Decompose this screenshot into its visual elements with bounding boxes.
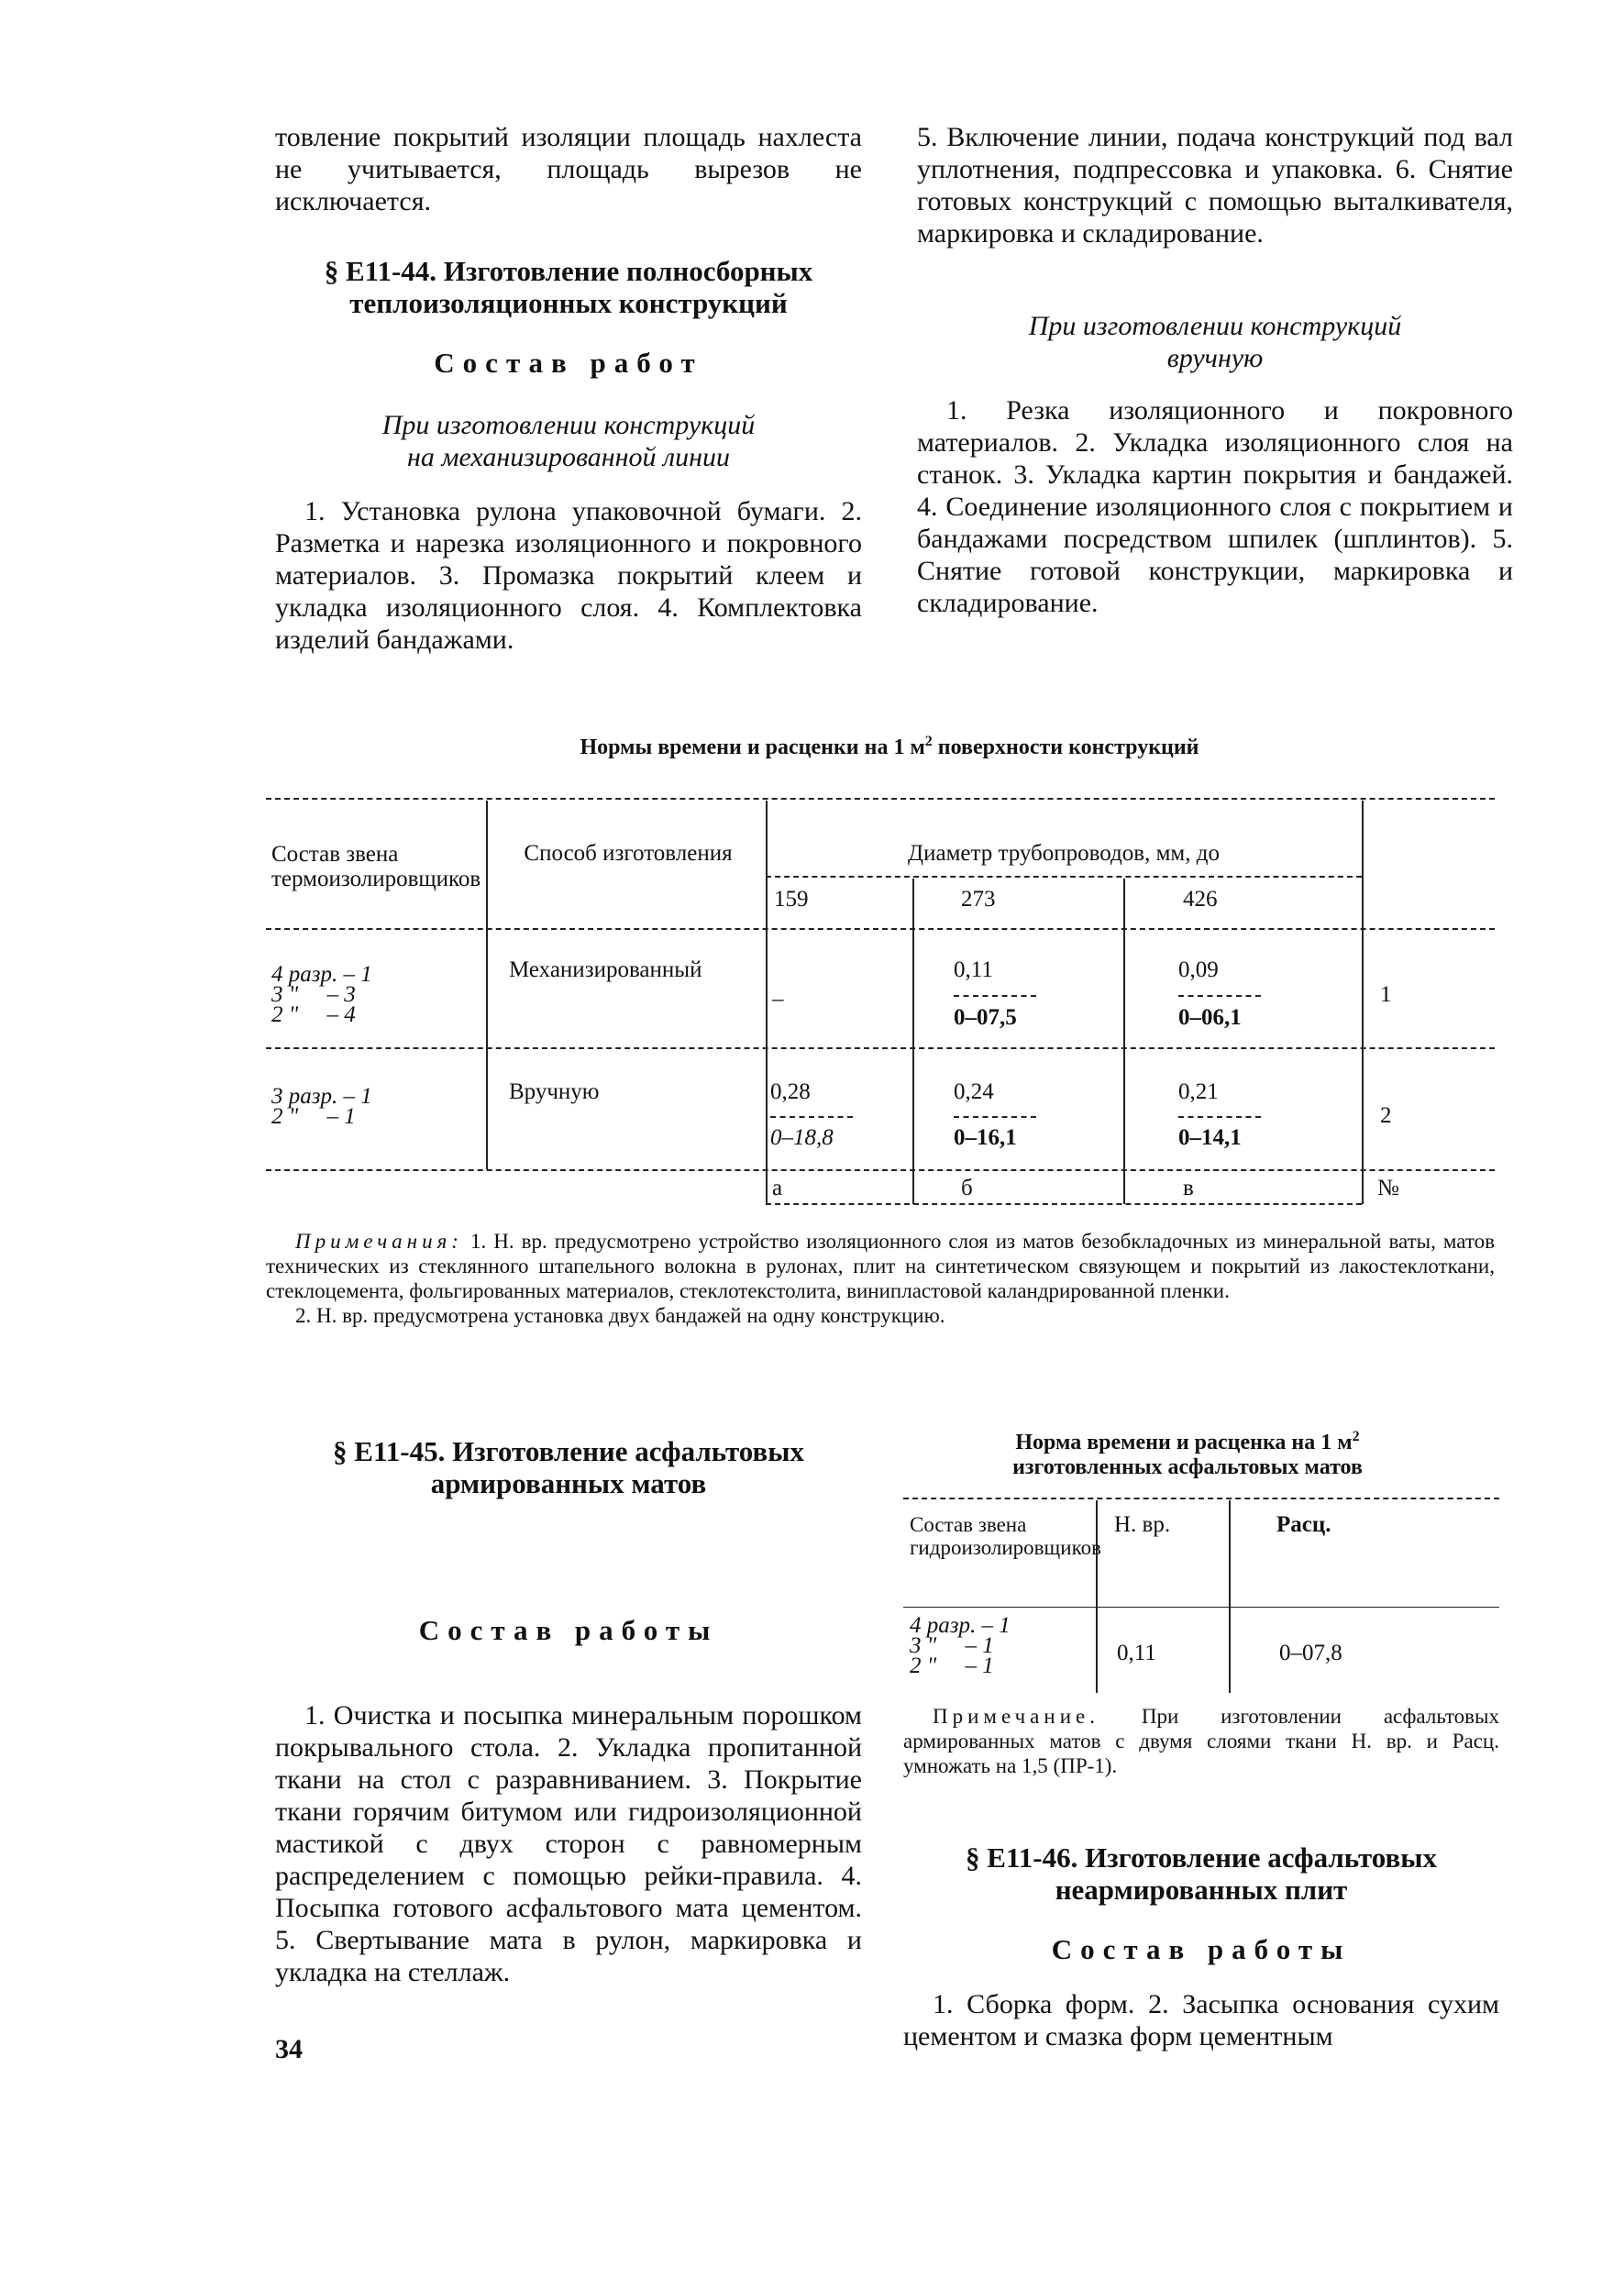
table-row-1-cell-v-nvr: 0,09 — [1178, 957, 1219, 982]
section-e11-46-header: § Е11-46. Изготовление асфальтовых неармированных плит — [966, 1841, 1437, 1906]
table-row-2-cell-a-nvr: 0,28 — [770, 1079, 811, 1104]
manual-steps: 1. Резка изоляционного и покровного материалов. 2. Укладка изоляционного слоя на станок. 3. Укладка картин покрытия и бандажей. 4. Соединение изоляционного слоя с покрытием и бандажами посредством шпилек (шплинтов). 5. Снятие готовой конструкции, маркировка и складирование. — [917, 395, 1513, 618]
note-table2: Примечание. При изготовлении асфальтовых армированных матов с двумя слоями ткани Н. вр. и Расц. умножать на 1,5 (ПР-1). — [903, 1705, 1499, 1777]
sec45-composition-heading: Состав работы — [418, 1614, 719, 1646]
notes-label: Примечания: — [295, 1230, 463, 1253]
col-diameter-header: Диаметр трубопроводов, мм, до — [908, 841, 1220, 866]
notes-table1: Примечания: 1. Н. вр. предусмотрено устройство изоляционного слоя из матов безобкладочных из минеральной ваты, матов технических из стеклянного штапельного волокна в рулонах, плит на синтетическом связующем и покрытий из лакостеклоткани, стеклоцемента, фольгированных материалов, стеклотекстолита, винипластовой каландрированной пленки. 2. Н. вр. предусмотрена установка двух бандажей на одну конструкцию. — [266, 1230, 1495, 1327]
table2-title: Норма времени и расценка на 1 $м^2$ изготовленных асфальтовых матов — [1012, 1429, 1363, 1479]
table-row-1-cell-b-rate: 0–07,5 — [954, 1005, 1017, 1030]
sec46-composition-heading: Состав работы — [1051, 1933, 1352, 1965]
table-row-1-cell-a: – — [772, 987, 784, 1012]
table-row-2-num: 2 — [1380, 1103, 1392, 1128]
table-row-2-method: Вручную — [509, 1079, 600, 1104]
table2-crew: 4 разр. – 1 3 " – 1 2 " – 1 — [910, 1613, 1011, 1678]
table2-nvr-header: Н. вр. — [1114, 1512, 1171, 1537]
table-row-2-cell-v-rate: 0–14,1 — [1178, 1125, 1242, 1150]
table-footer-v: в — [1183, 1176, 1194, 1200]
mechanized-steps: 1. Установка рулона упаковочной бумаги. 2. Разметка и нарезка изоляционного и покровного материалов. 3. Промазка покрытий клеем и укладка изоляционного слоя. 4. Комплектовка изделий бандажами. — [275, 496, 862, 655]
manual-subheading: При изготовлении конструкций вручную — [1028, 311, 1402, 373]
section-title-line1: § Е11-44. Изготовление полносборных — [324, 255, 813, 287]
diameter-273: 273 — [961, 887, 996, 912]
table-row-1-crew: 4 разр. – 1 3 " – 3 2 " – 4 — [271, 962, 372, 1027]
table2-rate-header: Расц. — [1276, 1512, 1331, 1537]
page-number: 34 — [275, 2034, 303, 2064]
col-crew-header: Состав звена термоизолировщиков — [271, 842, 481, 891]
col-method-header: Способ изготовления — [524, 841, 733, 866]
section-e11-45-header: § Е11-45. Изготовление асфальтовых армированных матов — [333, 1435, 804, 1499]
diameter-426: 426 — [1183, 887, 1218, 912]
right-column-continuation: 5. Включение линии, подача конструкций под вал уплотнения, подпрессовка и упаковка. 6. Снятие готовых конструкций с помощью выталкивателя, маркировка и складирование. — [917, 122, 1513, 249]
table-row-2-cell-b-rate: 0–16,1 — [954, 1125, 1017, 1150]
table2-rate: 0–07,8 — [1279, 1641, 1342, 1665]
composition-heading: Состав работ — [434, 347, 703, 379]
table1-title: Нормы времени и расценки на 1 $м^2$ поверхности конструкций — [580, 734, 1199, 759]
mechanized-subheading: При изготовлении конструкций на механизированной линии — [381, 410, 756, 472]
table-footer-num: № — [1377, 1176, 1399, 1200]
diameter-159: 159 — [774, 887, 809, 912]
continuation-text: товление покрытий изоляции площадь нахлеста не учитывается, площадь вырезов не исключается. — [275, 122, 862, 216]
table2-crew-header: Состав звена гидроизолировщиков — [910, 1513, 1101, 1559]
table-row-1-cell-v-rate: 0–06,1 — [1178, 1005, 1242, 1030]
section-e11-44-header — [275, 255, 862, 319]
table-footer-a: а — [772, 1176, 783, 1200]
section-title-line2: теплоизоляционных конструкций — [349, 287, 788, 319]
table-row-2-cell-b-nvr: 0,24 — [954, 1079, 994, 1104]
note-2: 2. Н. вр. предусмотрена установка двух бандажей на одну конструкцию. — [295, 1304, 945, 1327]
sec45-steps: 1. Очистка и посыпка минеральным порошком покрывального стола. 2. Укладка пропитанной ткани на стол с разравниванием. 3. Покрытие ткани горячим битумом или гидроизоляционной мастикой с двух сторон с равномерным распределением с помощью рейки-правила. 4. Посыпка готового асфальтового мата цементом. 5. Свертывание мата в рулон, маркировка и укладка на стеллаж. — [275, 1700, 862, 1987]
table2-nvr: 0,11 — [1117, 1641, 1156, 1665]
table-row-1-num: 1 — [1380, 982, 1392, 1007]
table-footer-b: б — [961, 1176, 973, 1200]
table-row-1-method: Механизированный — [509, 957, 702, 982]
left-column-top — [275, 121, 862, 217]
table-row-2-cell-a-rate: 0–18,8 — [770, 1125, 834, 1150]
table-row-1-cell-b-nvr: 0,11 — [954, 957, 993, 982]
sec46-steps: 1. Сборка форм. 2. Засыпка основания сухим цементом и смазка форм цементным — [903, 1989, 1499, 2051]
table-row-2-crew: 3 разр. – 1 2 " – 1 — [271, 1084, 372, 1129]
table-row-2-cell-v-nvr: 0,21 — [1178, 1079, 1219, 1104]
